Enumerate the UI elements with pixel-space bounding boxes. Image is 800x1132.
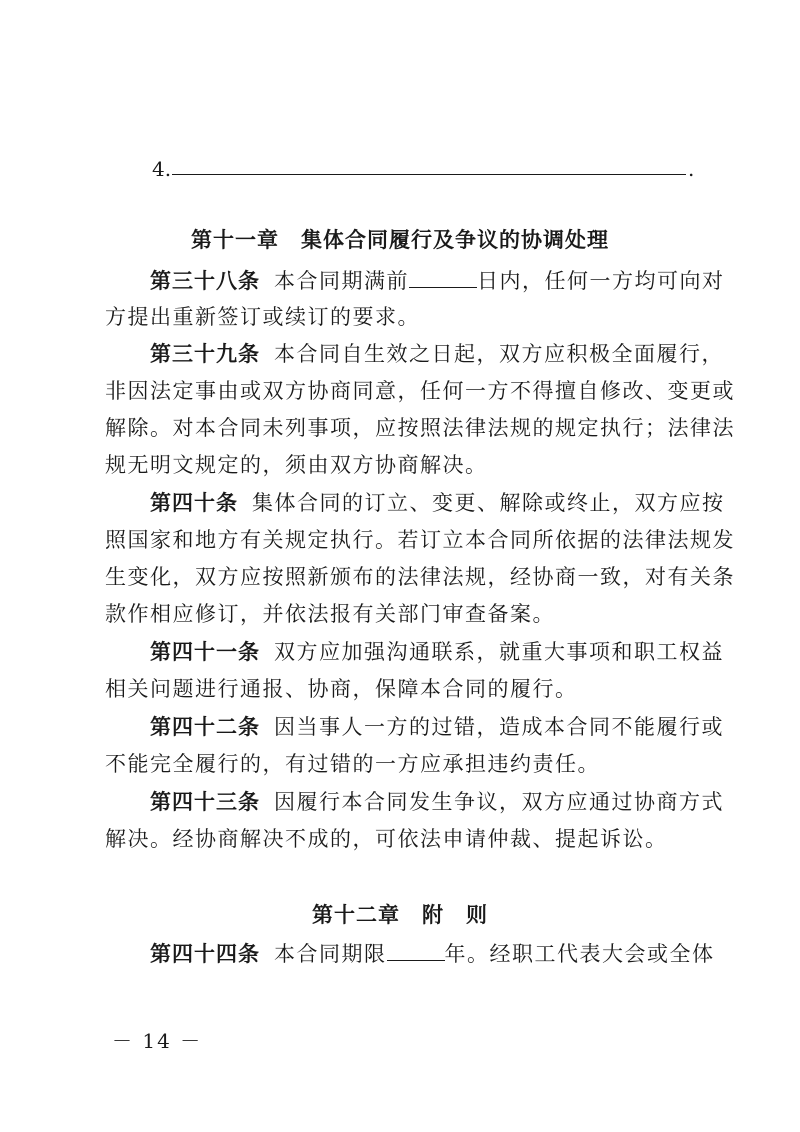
article-39-line-2: 非因法定事由或双方协商同意，任何一方不得擅自修改、变更或 (105, 379, 735, 403)
article-40-line-1 (150, 488, 725, 518)
article-39-line-3: 解除。对本合同未列事项，应按照法律法规的规定执行；法律法 (105, 416, 735, 440)
article-41-line-1 (150, 637, 724, 667)
chapter-11-title: 第十一章 集体合同履行及争议的协调处理 (191, 228, 609, 252)
article-41-line-2: 相关问题进行通报、协商，保障本合同的履行。 (105, 677, 578, 701)
article-43-text-1: 因履行本合同发生争议，双方应通过协商方式 (274, 790, 724, 814)
item-4-blank-line (172, 174, 686, 175)
article-43-label: 第四十三条 (150, 790, 260, 814)
article-44-label: 第四十四条 (150, 942, 260, 966)
article-38-line-2: 方提出重新签订或续订的要求。 (105, 305, 420, 329)
article-42-line-2: 不能完全履行的，有过错的一方应承担违约责任。 (105, 752, 600, 776)
article-38-text-post: 日内，任何一方均可向对 (477, 269, 725, 293)
article-44-line-1 (150, 938, 715, 969)
article-38-blank (409, 265, 477, 288)
article-42-line-1 (150, 712, 724, 742)
item-4-end-mark: . (688, 157, 695, 181)
article-40-text-1: 集体合同的订立、变更、解除或终止，双方应按 (252, 491, 725, 515)
article-38-text-pre: 本合同期满前 (274, 269, 409, 293)
article-44-blank (387, 938, 445, 961)
article-38-line-1 (150, 265, 725, 296)
article-43-line-1 (150, 787, 724, 817)
article-43-line-2: 解决。经协商解决不成的，可依法申请仲裁、提起诉讼。 (105, 827, 668, 851)
item-4-number: 4. (152, 157, 172, 181)
article-40-line-3: 生变化，双方应按照新颁布的法律法规，经协商一致，对有关条 (105, 565, 735, 589)
article-44-text-post: 年。经职工代表大会或全体 (444, 942, 715, 966)
article-40-label: 第四十条 (150, 491, 238, 515)
article-39-text-1: 本合同自生效之日起，双方应积极全面履行， (274, 342, 724, 366)
article-39-line-4: 规无明文规定的，须由双方协商解决。 (105, 453, 488, 477)
chapter-12-title: 第十二章 附 则 (312, 903, 488, 927)
article-42-text-1: 因当事人一方的过错，造成本合同不能履行或 (274, 715, 724, 739)
article-39-label: 第三十九条 (150, 342, 260, 366)
article-38-label: 第三十八条 (150, 269, 260, 293)
article-42-label: 第四十二条 (150, 715, 260, 739)
article-41-text-1: 双方应加强沟通联系，就重大事项和职工权益 (274, 640, 724, 664)
article-40-line-4: 款作相应修订，并依法报有关部门审查备案。 (105, 602, 555, 626)
article-41-label: 第四十一条 (150, 640, 260, 664)
article-40-line-2: 照国家和地方有关规定执行。若订立本合同所依据的法律法规发 (105, 528, 735, 552)
article-44-text-pre: 本合同期限 (274, 942, 387, 966)
article-39-line-1 (150, 339, 724, 369)
page-number: － 14 － (112, 1029, 203, 1053)
